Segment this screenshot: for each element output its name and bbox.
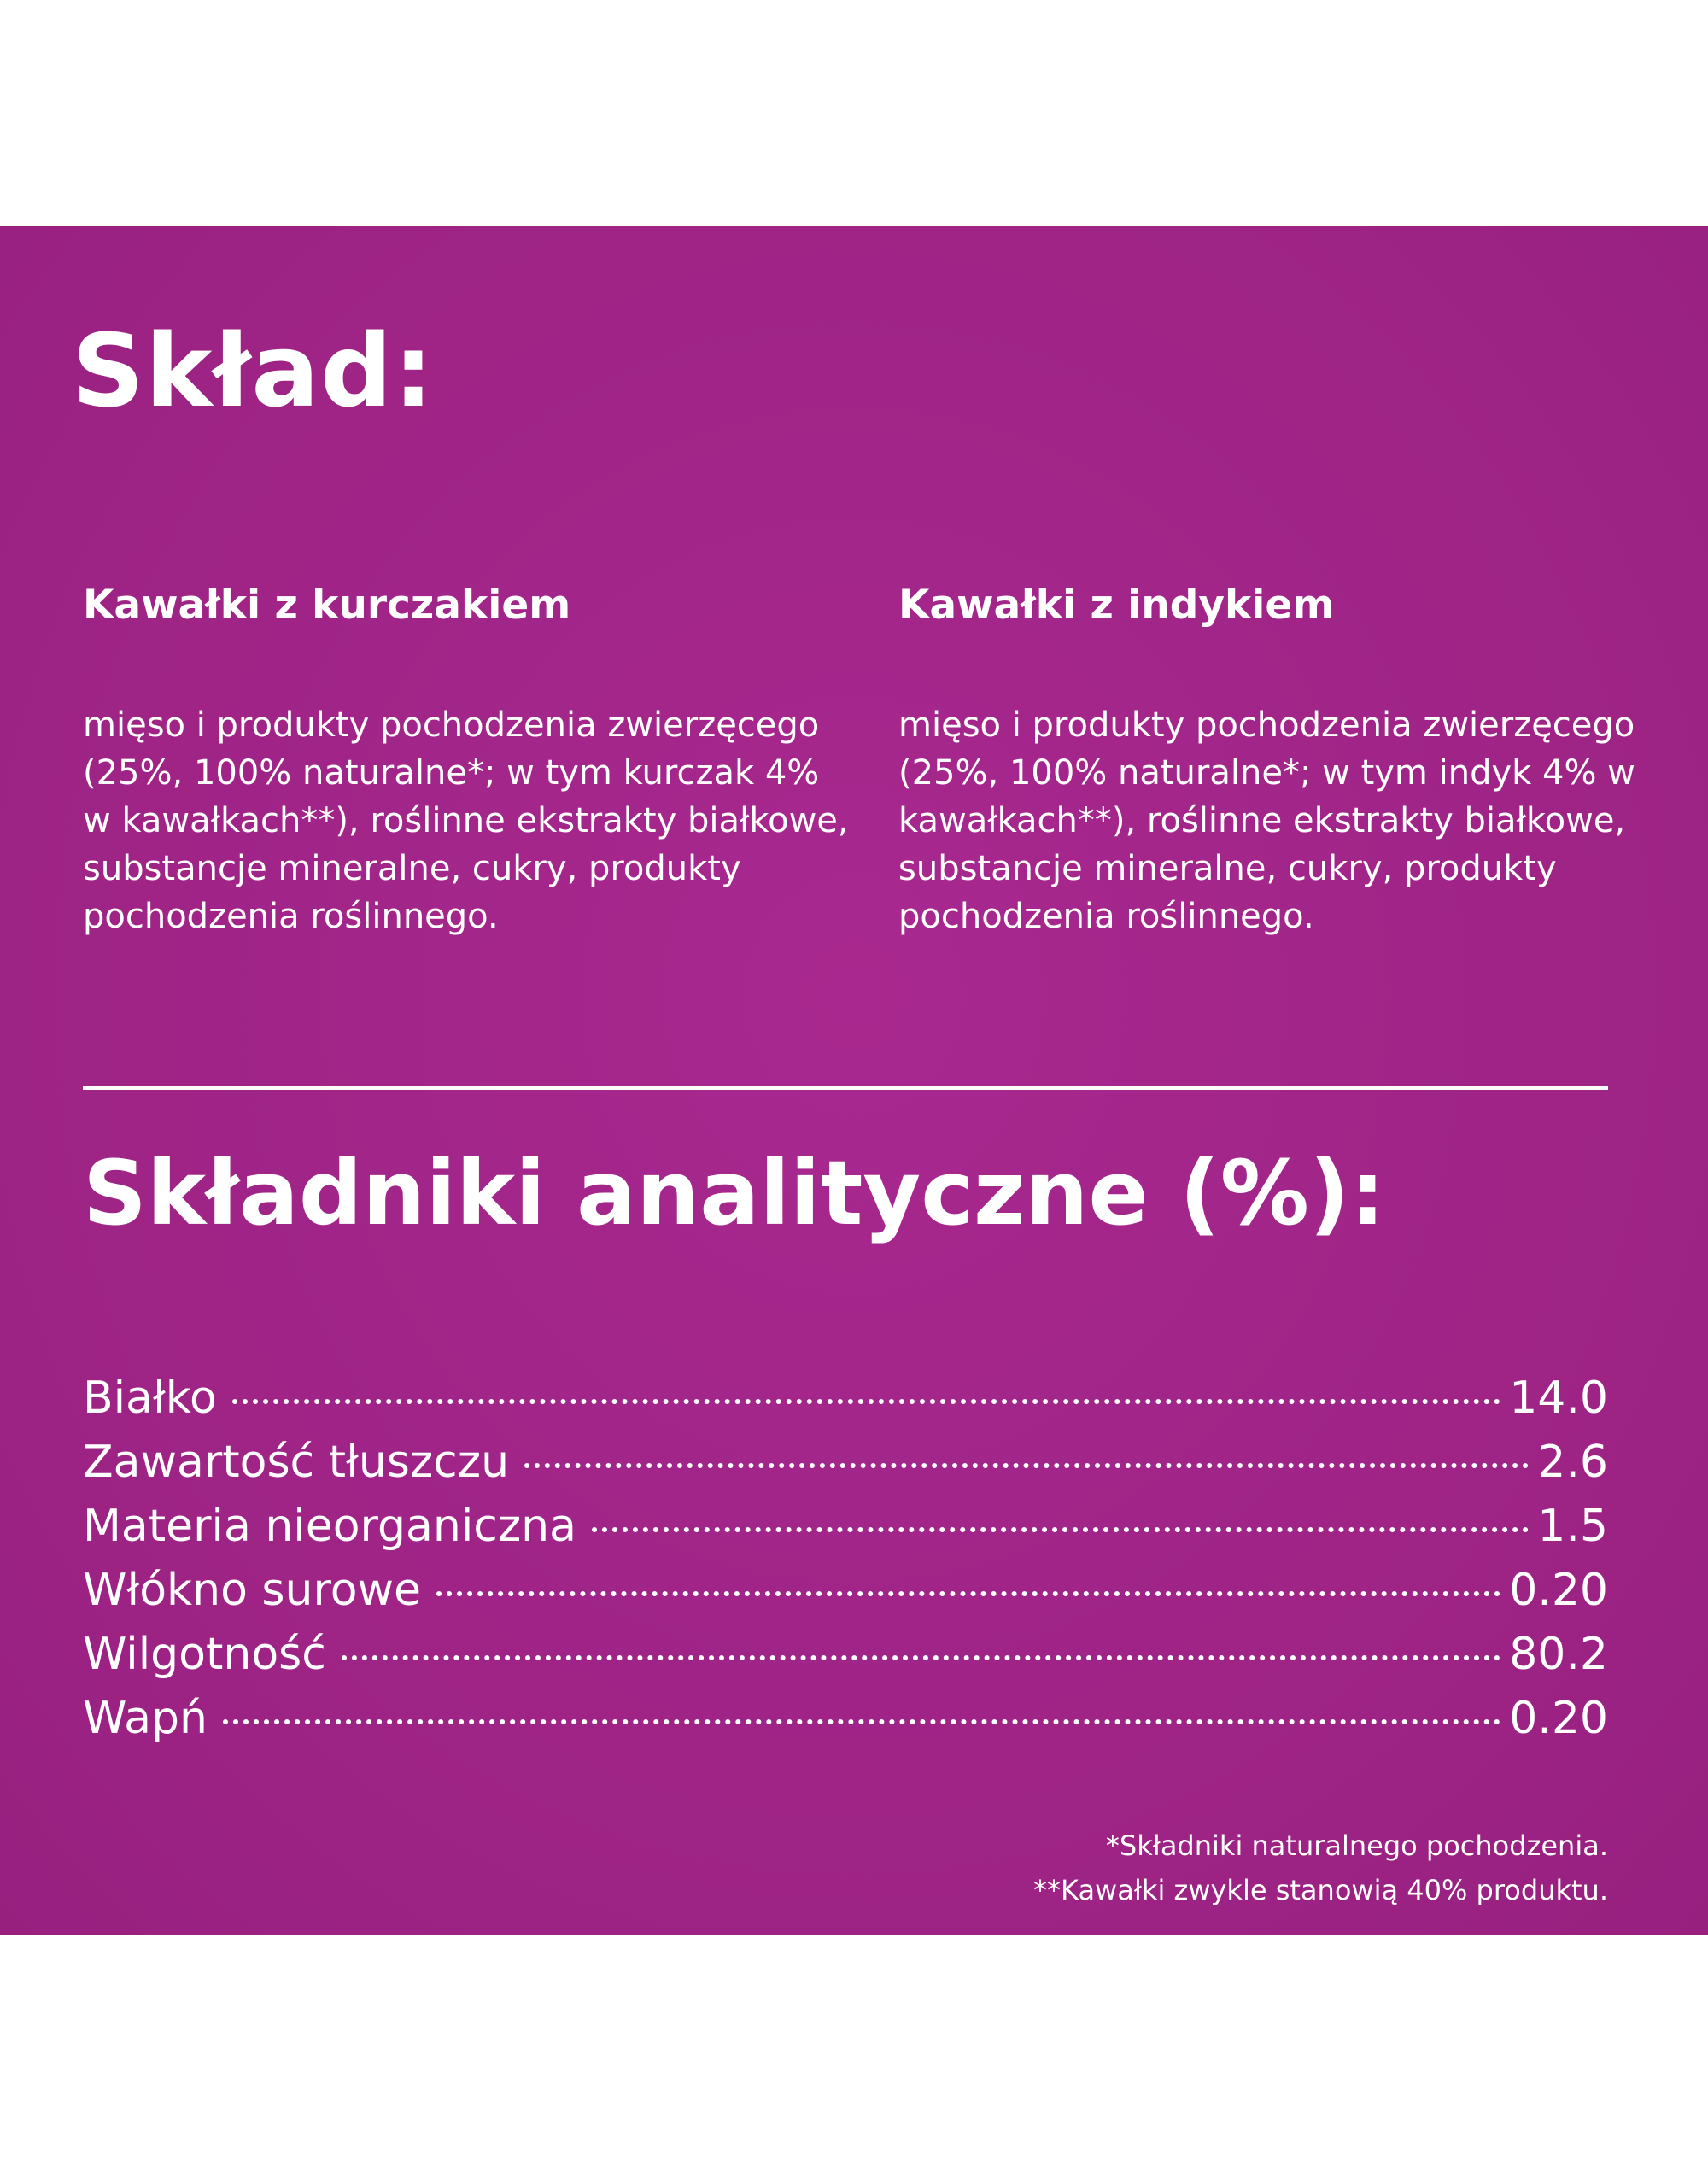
nutrient-name: Wapń bbox=[83, 1693, 208, 1744]
nutrient-row-protein bbox=[83, 1367, 1608, 1431]
section-divider bbox=[83, 1086, 1608, 1090]
nutrient-name: Białko bbox=[83, 1373, 217, 1424]
turkey-heading: Kawałki z indykiem bbox=[898, 582, 1335, 629]
chicken-column bbox=[83, 582, 851, 940]
dot-leader bbox=[524, 1463, 1529, 1468]
dot-leader bbox=[436, 1591, 1500, 1596]
analytical-title: Składniki analityczne (%): bbox=[83, 1141, 1386, 1245]
dot-leader bbox=[232, 1399, 1500, 1404]
nutrient-value: 1.5 bbox=[1537, 1501, 1608, 1552]
nutrient-row-fat bbox=[83, 1431, 1608, 1495]
nutrient-row-moisture bbox=[83, 1623, 1608, 1687]
nutrient-value: 14.0 bbox=[1509, 1373, 1608, 1424]
composition-title: Skład: bbox=[72, 312, 435, 430]
nutrient-row-calcium bbox=[83, 1687, 1608, 1751]
nutrient-name: Wilgotność bbox=[83, 1629, 326, 1680]
turkey-ingredients: mięso i produkty pochodzenia zwierzęcego (25%, 100% naturalne*; w tym indyk 4% w kawałkach**), roślinne ekstrakty białkowe, substancje mineralne, cukry, produkty pochodzenia roślinnego. bbox=[898, 705, 1635, 937]
ingredients-panel bbox=[0, 226, 1708, 1935]
nutrient-name: Włókno surowe bbox=[83, 1565, 422, 1616]
footnote-natural: *Składniki naturalnego pochodzenia. bbox=[1105, 1829, 1608, 1862]
chicken-heading: Kawałki z kurczakiem bbox=[83, 582, 571, 629]
nutrient-list bbox=[83, 1367, 1608, 1751]
turkey-column bbox=[898, 582, 1667, 940]
nutrient-value: 80.2 bbox=[1509, 1629, 1608, 1680]
dot-leader bbox=[223, 1719, 1500, 1724]
nutrient-value: 2.6 bbox=[1537, 1437, 1608, 1488]
nutrient-value: 0.20 bbox=[1509, 1693, 1608, 1744]
nutrient-row-ash bbox=[83, 1495, 1608, 1559]
nutrient-value: 0.20 bbox=[1509, 1565, 1608, 1616]
footnote-chunks: **Kawałki zwykle stanowią 40% produktu. bbox=[1033, 1874, 1608, 1906]
nutrient-name: Materia nieorganiczna bbox=[83, 1501, 576, 1552]
footnotes bbox=[1033, 1823, 1608, 1912]
dot-leader bbox=[592, 1527, 1529, 1532]
nutrient-name: Zawartość tłuszczu bbox=[83, 1437, 510, 1488]
dot-leader bbox=[342, 1655, 1500, 1660]
nutrient-row-fibre bbox=[83, 1559, 1608, 1623]
chicken-ingredients: mięso i produkty pochodzenia zwierzęcego (25%, 100% naturalne*; w tym kurczak 4% w kawałkach**), roślinne ekstrakty białkowe, substancje mineralne, cukry, produkty pochodzenia roślinnego. bbox=[83, 705, 849, 937]
